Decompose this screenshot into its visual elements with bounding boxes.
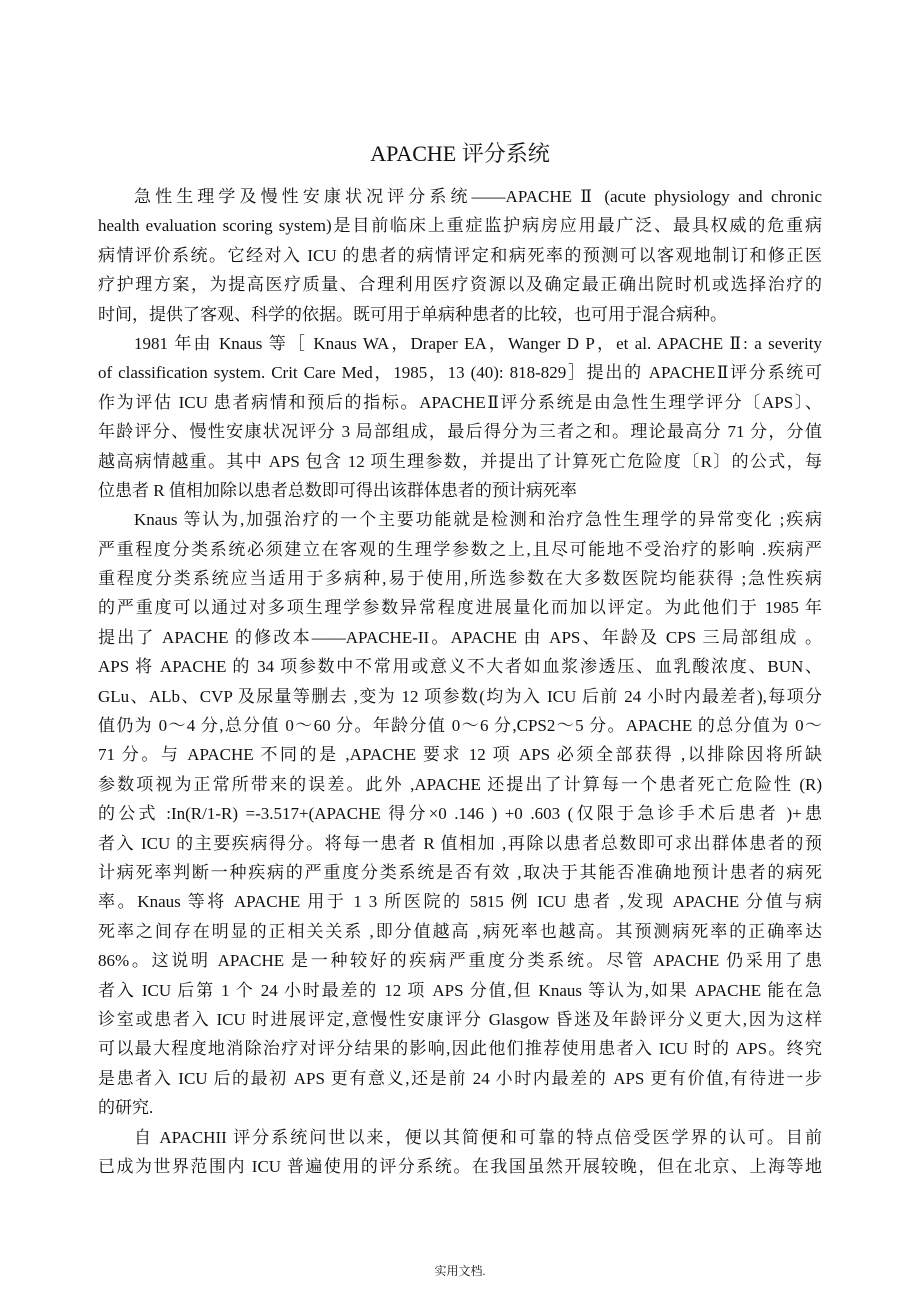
- text-line: 参数项视为正常所带来的误差。此外 ,APACHE 还提出了计算每一个患者死亡危险性 (R): [98, 774, 822, 794]
- text-line: Knaus 等认为,加强治疗的一个主要功能就是检测和治疗急性生理学的异常变化 ;疾病: [134, 510, 822, 530]
- text-line: 是患者入 ICU 后的最初 APS 更有意义,还是前 24 小时内最差的 APS 更有价值,有待进一步: [98, 1068, 822, 1088]
- paragraph: [98, 182, 822, 329]
- text-line: 86%。这说明 APACHE 是一种较好的疾病严重度分类系统。尽管 APACHE 仍采用了患: [98, 951, 822, 971]
- text-line: 的公式 :In(R/1-R) =-3.517+(APACHE 得分×0 .146 ) +0 .603 (仅限于急诊手术后患者 )+患: [98, 804, 822, 824]
- text-line: 1981 年由 Knaus 等［ Knaus WA，Draper EA，Wanger D P，et al. APACHE Ⅱ: a severity: [134, 333, 822, 353]
- text-line: 的研究.: [98, 1098, 154, 1118]
- text-line: 提出了 APACHE 的修改本——APACHE-II。APACHE 由 APS、年龄及 CPS 三局部组成 。: [98, 627, 822, 647]
- text-line: 诊室或患者入 ICU 时进展评定,意慢性安康评分 Glasgow 昏迷及年龄评分义更大,因为这样: [98, 1009, 822, 1029]
- paragraph: [98, 505, 822, 1122]
- text-line: 自 APACHII 评分系统问世以来，便以其简便和可靠的特点倍受医学界的认可。目前: [134, 1127, 822, 1147]
- text-line: APS 将 APACHE 的 34 项参数中不常用或意义不大者如血浆渗透压、血乳酸浓度、BUN、: [98, 657, 822, 677]
- text-line: 死率之间存在明显的正相关关系 ,即分值越高 ,病死率也越高。其预测病死率的正确率达: [98, 921, 822, 941]
- text-line: 已成为世界范围内 ICU 普遍使用的评分系统。在我国虽然开展较晚，但在北京、上海等地: [98, 1156, 822, 1176]
- text-line: 越高病情越重。其中 APS 包含 12 项生理参数，并提出了计算死亡危险度〔R〕的公式，每: [98, 451, 822, 471]
- text-line: GLu、ALb、CVP 及尿量等删去 ,变为 12 项参数(均为入 ICU 后前 24 小时内最差者),每项分: [98, 686, 822, 706]
- text-line: 位患者 R 值相加除以患者总数即可得出该群体患者的预计病死率: [98, 480, 577, 500]
- text-line: 的严重度可以通过对多项生理学参数异常程度进展量化而加以评定。为此他们于 1985 年: [98, 598, 822, 618]
- text-line: health evaluation scoring system)是目前临床上重症监护病房应用最广泛、最具权威的危重病: [98, 216, 822, 236]
- document-body: [98, 182, 822, 1181]
- text-line: 急性生理学及慢性安康状况评分系统——APACHE Ⅱ (acute physiology and chronic: [134, 187, 822, 206]
- text-line: 者入 ICU 后第 1 个 24 小时最差的 12 项 APS 分值,但 Knaus 等认为,如果 APACHE 能在急: [98, 980, 822, 1000]
- text-line: 严重程度分类系统必须建立在客观的生理学参数之上,且尽可能地不受治疗的影响 .疾病严: [98, 539, 822, 559]
- text-line: 计病死率判断一种疾病的严重度分类系统是否有效 ,取决于其能否准确地预计患者的病死: [98, 862, 822, 882]
- text-line: 病情评价系统。它经对入 ICU 的患者的病情评定和病死率的预测可以客观地制订和修正医: [98, 245, 822, 265]
- document-title: APACHE 评分系统: [370, 141, 550, 166]
- text-line: 值仍为 0～4 分,总分值 0～60 分。年龄分值 0～6 分,CPS2～5 分。APACHE 的总分值为 0～: [98, 716, 822, 736]
- text-line: 可以最大程度地消除治疗对评分结果的影响,因此他们推荐使用患者入 ICU 时的 APS。终究: [98, 1039, 822, 1059]
- text-line: 时间，提供了客观、科学的依据。既可用于单病种患者的比较，也可用于混合病种。: [98, 304, 727, 324]
- page-footer: 实用文档.: [434, 1264, 486, 1278]
- text-line: 作为评估 ICU 患者病情和预后的指标。APACHEⅡ评分系统是由急性生理学评分〔APS〕、: [98, 392, 822, 412]
- text-line: of classification system. Crit Care Med，1985，13 (40): 818-829］提出的 APACHEⅡ评分系统可: [98, 363, 822, 383]
- paragraph: [98, 329, 822, 505]
- text-line: 年龄评分、慢性安康状况评分 3 局部组成，最后得分为三者之和。理论最高分 71 分，分值: [98, 422, 822, 442]
- text-line: 疗护理方案，为提高医疗质量、合理利用医疗资源以及确定最正确出院时机或选择治疗的: [98, 275, 822, 295]
- text-line: 率。Knaus 等将 APACHE 用于 1 3 所医院的 5815 例 ICU 患者 ,发现 APACHE 分值与病: [98, 892, 822, 912]
- text-line: 重程度分类系统应当适用于多病种,易于使用,所选参数在大多数医院均能获得 ;急性疾病: [98, 569, 822, 589]
- text-line: 者入 ICU 的主要疾病得分。将每一患者 R 值相加 ,再除以患者总数即可求出群体患者的预: [98, 833, 822, 853]
- text-line: 71 分。与 APACHE 不同的是 ,APACHE 要求 12 项 APS 必须全部获得 ,以排除因将所缺: [98, 745, 822, 765]
- paragraph: [98, 1123, 822, 1182]
